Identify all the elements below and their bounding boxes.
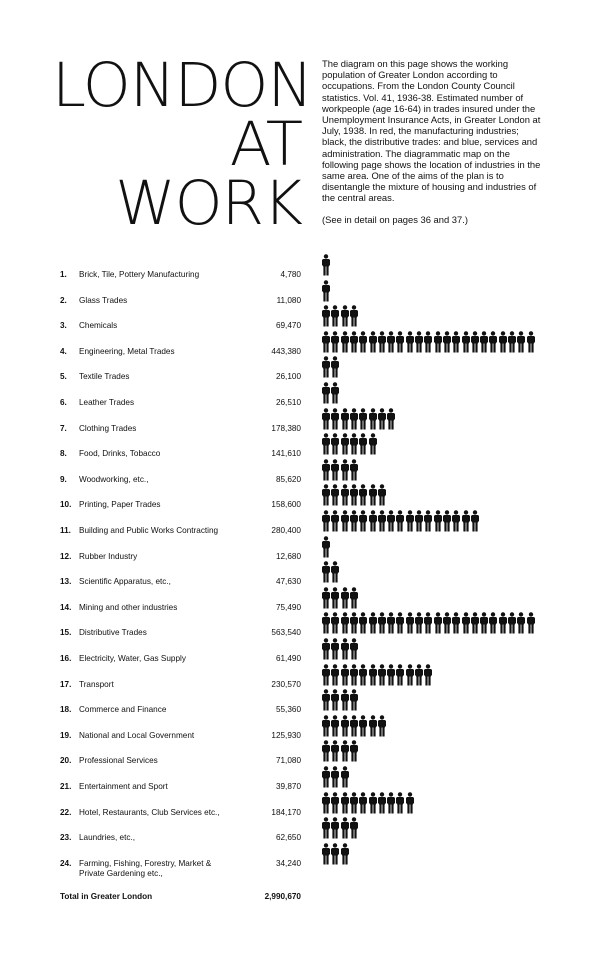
person-icon [322,817,330,839]
row-label: Engineering, Metal Trades [79,346,175,356]
table-row [60,544,301,561]
figure-row [322,817,582,839]
person-icon [331,561,339,583]
person-icon [396,612,404,634]
figure-row [322,459,582,481]
person-icon [489,612,497,634]
person-icon [369,612,377,634]
person-icon [452,331,460,353]
person-icon [369,792,377,814]
person-icon [322,254,330,276]
person-icon [322,356,330,378]
table-row [60,672,301,689]
person-icon [331,715,339,737]
row-value: 47,630 [275,577,301,587]
person-icon [322,612,330,634]
person-icon [517,612,525,634]
person-icon [322,305,330,327]
row-label: National and Local Government [79,730,195,740]
row-number: 22. [60,807,72,817]
person-icon [322,459,330,481]
table-row [60,620,301,638]
row-number: 3. [60,321,67,331]
row-number: 11. [60,526,71,535]
row-label: Building and Public Works Contracting [79,526,219,535]
person-icon [359,433,367,455]
person-icon [331,459,339,481]
person-icon [378,664,386,686]
person-icon [369,331,377,353]
table-row [60,492,301,510]
person-icon [331,612,339,634]
person-icon [331,433,339,455]
row-label: Printing, Paper Trades [79,500,161,510]
person-icon [331,792,339,814]
person-icon [527,612,535,634]
person-icon [369,715,377,737]
person-icon [350,408,358,430]
person-icon [322,280,330,302]
person-icon [508,612,516,634]
person-icon [341,305,349,327]
row-number: 16. [60,654,72,663]
pictogram-chart [322,0,582,960]
row-value: 158,600 [271,500,301,510]
figure-row [322,536,582,558]
person-icon [462,612,470,634]
person-icon [424,612,432,634]
table-row [60,288,301,305]
person-icon [369,408,377,430]
person-icon [499,331,507,353]
table-row [60,416,301,433]
person-icon [350,587,358,609]
row-label: Commerce and Finance [79,705,167,715]
person-icon [331,740,339,762]
row-number: 13. [60,577,72,587]
table-row [60,262,301,279]
person-icon [341,740,349,762]
person-icon [341,510,349,532]
see-note: (See in detail on pages 36 and 37.) [322,213,468,225]
figure-row [322,587,582,609]
figure-row [322,638,582,660]
person-icon [350,664,358,686]
person-icon [359,484,367,506]
person-icon [341,612,349,634]
row-value: 12,680 [275,551,301,561]
person-icon [369,510,377,532]
person-icon [415,331,423,353]
person-icon [322,510,330,532]
person-icon [434,331,442,353]
total-row [60,892,300,906]
person-icon [406,510,414,532]
person-icon [350,433,358,455]
person-icon [434,612,442,634]
person-icon [378,484,386,506]
row-number: 6. [60,398,67,407]
person-icon [471,331,479,353]
row-label: Chemicals [79,321,118,331]
row-value: 61,490 [275,654,301,663]
row-label: Textile Trades [79,372,130,382]
row-number: 20. [60,756,72,766]
row-number: 9. [60,474,67,484]
person-icon [396,510,404,532]
person-icon [471,612,479,634]
person-icon [331,382,339,404]
person-icon [359,510,367,532]
row-label: Brick, Tile, Pottery Manufacturing [79,270,200,279]
person-icon [424,664,432,686]
figure-row [322,843,582,865]
row-value: 4,780 [280,270,301,279]
row-number: 2. [60,295,67,305]
table-row [60,646,301,663]
person-icon [527,331,535,353]
person-icon [341,433,349,455]
person-icon [369,433,377,455]
row-number: 17. [60,679,72,689]
person-icon [341,587,349,609]
person-icon [341,484,349,506]
row-label: Food, Drinks, Tobacco [79,449,161,459]
person-icon [359,664,367,686]
intro-text: The diagram on this page shows the working population of Greater London according to occupations. From the London County Council statistics. Vol. 41, 1936-38. Estimated number of workpeople (age 16-64) in trades insured under the Unemployment Insurance Acts, in Greater London at July, 1938. In red, the manufacturing industries; black, the distributive trades: and blue, services and administration. The diagrammatic map on the following page shows the location of industries in the same area. One of the aims of the plan is to disentangle the mixture of housing and industries of the central areas. [322,58,541,204]
person-icon [415,664,423,686]
person-icon [341,843,349,865]
person-icon [322,740,330,762]
row-label: Clothing Trades [79,423,137,433]
person-icon [331,408,339,430]
table-row [60,748,301,766]
person-icon [350,305,358,327]
person-icon [322,484,330,506]
person-icon [341,408,349,430]
table-row [60,467,301,484]
row-number: 14. [60,602,72,612]
person-icon [322,664,330,686]
person-icon [378,612,386,634]
table-row [60,800,301,817]
person-icon [359,331,367,353]
row-number: 18. [60,705,72,715]
row-value: 125,930 [271,730,301,740]
person-icon [406,612,414,634]
row-label: Laundries, etc., [79,833,135,843]
person-icon [341,766,349,788]
title-line-1: LONDON [52,50,313,121]
row-label: Leather Trades [79,398,135,407]
person-icon [378,715,386,737]
person-icon [341,664,349,686]
person-icon [462,331,470,353]
figure-row [322,664,582,686]
row-number: 15. [60,628,72,638]
person-icon [452,612,460,634]
person-icon [322,408,330,430]
person-icon [424,331,432,353]
figure-row [322,254,582,276]
person-icon [322,766,330,788]
person-icon [359,408,367,430]
title-line-2: AT [229,109,302,180]
row-value: 62,650 [275,833,301,843]
figure-row [322,561,582,583]
person-icon [341,817,349,839]
row-value: 75,490 [275,602,301,612]
person-icon [322,382,330,404]
row-number: 10. [60,500,72,510]
person-icon [443,331,451,353]
person-icon [424,510,432,532]
person-icon [406,664,414,686]
figure-row [322,484,582,506]
row-value: 184,170 [271,807,301,817]
person-icon [322,792,330,814]
row-number: 8. [60,449,67,459]
row-label: Distributive Trades [79,628,147,638]
row-number: 1. [60,270,67,279]
figure-row [322,740,582,762]
person-icon [331,484,339,506]
person-icon [322,689,330,711]
person-icon [508,331,516,353]
person-icon [322,331,330,353]
table-row [60,595,301,612]
person-icon [452,510,460,532]
row-value: 280,400 [271,526,301,535]
person-icon [350,817,358,839]
row-label: Farming, Fishing, Forestry, Market & Private Gardening etc., [79,858,212,878]
person-icon [350,792,358,814]
row-value: 230,570 [271,679,301,689]
person-icon [378,331,386,353]
person-icon [331,510,339,532]
person-icon [322,433,330,455]
table-row [60,518,301,535]
row-value: 26,100 [275,372,301,382]
row-value: 69,470 [275,321,301,331]
table-row [60,390,301,407]
person-icon [415,510,423,532]
person-icon [350,612,358,634]
person-icon [341,459,349,481]
row-number: 23. [60,833,72,843]
figure-row [322,408,582,430]
person-icon [341,689,349,711]
person-icon [387,408,395,430]
table-row [60,825,301,843]
person-icon [434,510,442,532]
person-icon [387,792,395,814]
person-icon [331,843,339,865]
person-icon [396,664,404,686]
person-icon [331,664,339,686]
row-label: Rubber Industry [79,551,138,561]
person-icon [350,484,358,506]
row-value: 178,380 [271,423,301,433]
row-label: Mining and other industries [79,602,178,612]
person-icon [331,356,339,378]
person-icon [378,510,386,532]
table-row [60,569,301,587]
table-row [60,697,301,715]
table-row [60,339,301,356]
person-icon [480,331,488,353]
row-label: Electricity, Water, Gas Supply [79,654,186,663]
person-icon [322,843,330,865]
row-number: 19. [60,730,72,740]
figure-row [322,715,582,737]
table-row [60,774,301,791]
figure-row [322,792,582,814]
person-icon [322,638,330,660]
figure-row [322,382,582,404]
row-value: 71,080 [275,756,301,766]
figure-row [322,305,582,327]
row-value: 34,240 [275,858,301,868]
person-icon [350,715,358,737]
person-icon [480,612,488,634]
person-icon [322,587,330,609]
row-value: 563,540 [271,628,301,638]
person-icon [341,715,349,737]
title-line-3: WORK [115,168,302,239]
row-number: 4. [60,346,67,356]
row-number: 5. [60,372,67,382]
person-icon [517,331,525,353]
row-value: 26,510 [275,398,301,407]
person-icon [350,740,358,762]
person-icon [341,331,349,353]
figure-row [322,766,582,788]
table-row [60,313,301,331]
person-icon [359,715,367,737]
person-icon [378,408,386,430]
person-icon [406,792,414,814]
person-icon [489,331,497,353]
row-number: 21. [60,782,72,791]
table-row [60,851,301,878]
row-number: 7. [60,423,67,433]
row-value: 39,870 [275,782,301,791]
figure-row [322,612,582,634]
person-icon [396,331,404,353]
table-row [60,723,301,740]
person-icon [331,766,339,788]
row-label: Hotel, Restaurants, Club Services etc., [79,807,220,817]
person-icon [396,792,404,814]
person-icon [359,612,367,634]
person-icon [350,638,358,660]
figure-row [322,689,582,711]
figure-row [322,433,582,455]
person-icon [341,792,349,814]
person-icon [415,612,423,634]
person-icon [471,510,479,532]
row-label: Glass Trades [79,295,128,305]
row-number: 12. [60,551,72,561]
table-row [60,441,301,459]
total-label: Total in Greater London [60,892,153,901]
person-icon [443,510,451,532]
row-value: 11,080 [276,295,301,305]
row-value: 443,380 [271,346,301,356]
person-icon [443,612,451,634]
figure-row [322,331,582,353]
row-label: Entertainment and Sport [79,782,168,791]
row-label: Scientific Apparatus, etc., [79,577,171,587]
row-value: 141,610 [271,449,301,459]
person-icon [331,305,339,327]
person-icon [387,612,395,634]
page-title [52,50,313,239]
person-icon [369,664,377,686]
row-value: 85,620 [275,474,301,484]
person-icon [406,331,414,353]
person-icon [341,638,349,660]
row-label: Professional Services [79,756,158,766]
person-icon [350,689,358,711]
person-icon [331,331,339,353]
person-icon [322,561,330,583]
person-icon [331,689,339,711]
figure-row [322,280,582,302]
row-value: 55,360 [275,705,301,715]
row-number: 24. [60,858,72,868]
person-icon [387,664,395,686]
person-icon [322,715,330,737]
person-icon [499,612,507,634]
row-label: Transport [79,679,114,689]
person-icon [387,510,395,532]
person-icon [359,792,367,814]
figure-row [322,510,582,532]
person-icon [350,331,358,353]
total-value: 2,990,670 [264,892,301,901]
person-icon [378,792,386,814]
table-row [60,364,301,382]
row-label: Woodworking, etc., [79,474,149,484]
person-icon [387,331,395,353]
person-icon [331,817,339,839]
person-icon [369,484,377,506]
person-icon [331,638,339,660]
person-icon [350,510,358,532]
person-icon [331,587,339,609]
person-icon [462,510,470,532]
person-icon [322,536,330,558]
person-icon [350,459,358,481]
figure-row [322,356,582,378]
